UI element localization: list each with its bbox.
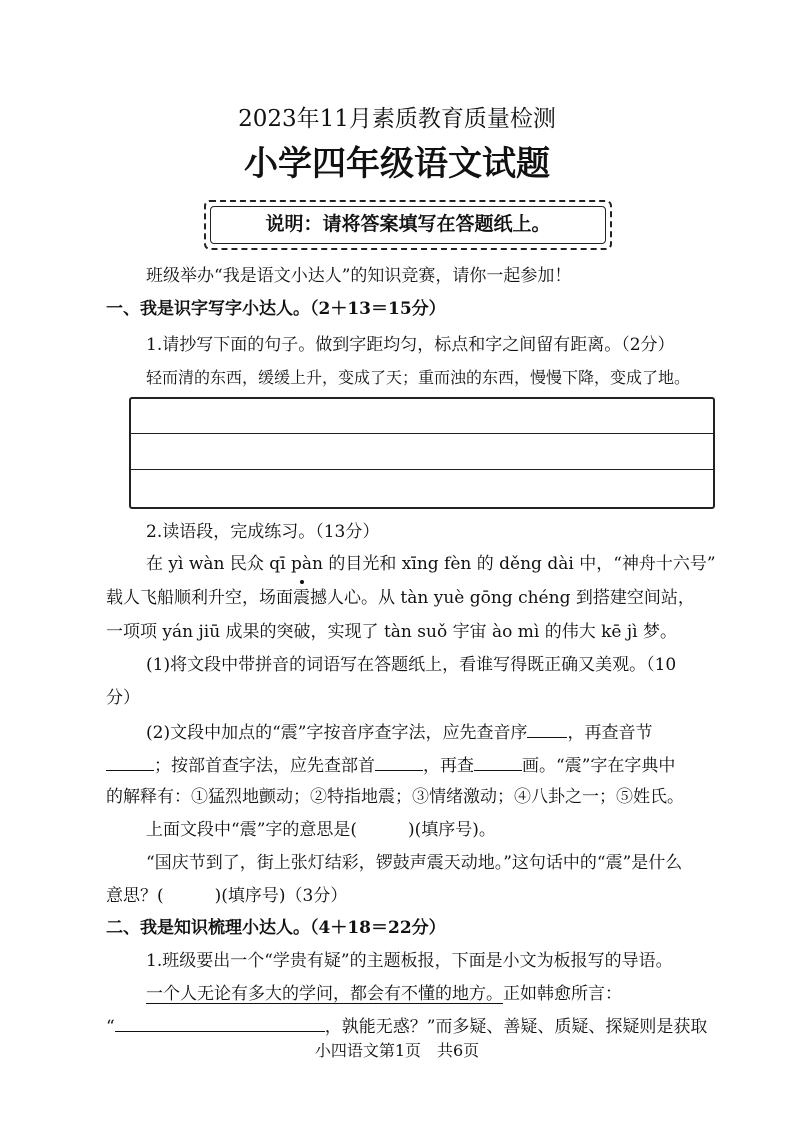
dotted-character: 震 [293, 588, 310, 608]
sub1-line-2: 分） [106, 688, 140, 708]
answer-blank-yinjie[interactable] [106, 752, 154, 771]
instruction-text: 说明：请将答案填写在答题纸上。 [265, 213, 551, 235]
writing-rule [131, 433, 713, 434]
s2-q1-line-2 [146, 982, 622, 1006]
section2-heading: 二、我是知识梳理小达人。（4＋18＝22分） [106, 918, 446, 938]
page-footer: 小四语文第1页 共6页 [314, 1041, 480, 1060]
passage-line-1: 在 yì wàn 民众 qī pàn 的目光和 xīng fèn 的 děng dài 中，“神舟十六号” [146, 554, 716, 574]
passage-line-2-start: 载人飞船顺利升空，场面 [106, 588, 293, 608]
writing-rule [131, 469, 713, 470]
underlined-sentence: 一个人无论有多大的学问，都会有不懂的地方。 [146, 984, 503, 1004]
intro-text: 班级举办“我是语文小达人”的知识竞赛，请你一起参加！ [146, 266, 572, 286]
sub2-line-2 [106, 752, 675, 778]
answer-blank-bushou[interactable] [375, 752, 423, 771]
exam-date-heading: 2023年11月素质教育质量检测 [238, 106, 556, 132]
sub2-text: (2)文段中加点的“震”字按音序查字法，应先查音序 [146, 723, 528, 743]
sub2-line-6: 意思？( )(填序号)（3分） [106, 886, 348, 906]
sub2-line-3: 的解释有：①猛烈地颤动；②特指地震；③情绪激动；④八卦之一；⑤姓氏。 [106, 787, 684, 807]
answer-blank-bihua[interactable] [474, 752, 522, 771]
sub2-line-1 [146, 719, 652, 745]
s2-q1-text: 正如韩愈所言： [503, 984, 622, 1004]
q2-prompt: 2.读语段，完成练习。（13分） [146, 522, 380, 542]
sub2-text: ，再查音节 [567, 723, 653, 743]
s2-q1-text: ，孰能无惑？”而多疑、善疑、质疑、探疑则是获取 [324, 1017, 708, 1037]
answer-blank-yinxu[interactable] [527, 719, 567, 738]
s2-q1-line-3 [106, 1013, 707, 1039]
sub2-line-5: “国庆节到了，街上张灯结彩，锣鼓声震天动地。”这句话中的“震”是什么 [146, 853, 683, 873]
passage-line-2 [106, 586, 695, 610]
s2-q1-prompt: 1.班级要出一个“学贵有疑”的主题板报，下面是小文为板报写的导语。 [146, 951, 673, 971]
instruction-box [204, 200, 612, 250]
passage-line-2-end: 撼人心。从 tàn yuè gōng chéng 到搭建空间站， [310, 588, 695, 608]
quote-mark: “ [106, 1017, 115, 1037]
passage-line-3: 一项项 yán jiū 成果的突破，实现了 tàn suǒ 宇宙 ào mì 的伟大 kē jì 梦。 [106, 622, 678, 642]
section1-heading: 一、我是识字写字小达人。（2＋13＝15分） [106, 299, 446, 319]
sub2-text: ，再查 [423, 756, 474, 776]
copy-writing-box[interactable] [129, 397, 715, 509]
sub2-text: ；按部首查字法，应先查部首 [154, 756, 375, 776]
q1-prompt: 1.请抄写下面的句子。做到字距均匀，标点和字之间留有距离。（2分） [146, 335, 675, 355]
answer-blank-quote[interactable] [115, 1013, 325, 1032]
sub2-line-4: 上面文段中“震”字的意思是( )(填序号)。 [146, 820, 496, 840]
sub2-text: 画。“震”字在字典中 [522, 756, 676, 776]
q1-sentence: 轻而清的东西，缓缓上升，变成了天；重而浊的东西，慢慢下降，变成了地。 [146, 368, 691, 387]
page-title: 小学四年级语文试题 [244, 144, 550, 184]
sub1-line-1: (1)将文段中带拼音的词语写在答题纸上，看谁写得既正确又美观。（10 [146, 655, 677, 675]
